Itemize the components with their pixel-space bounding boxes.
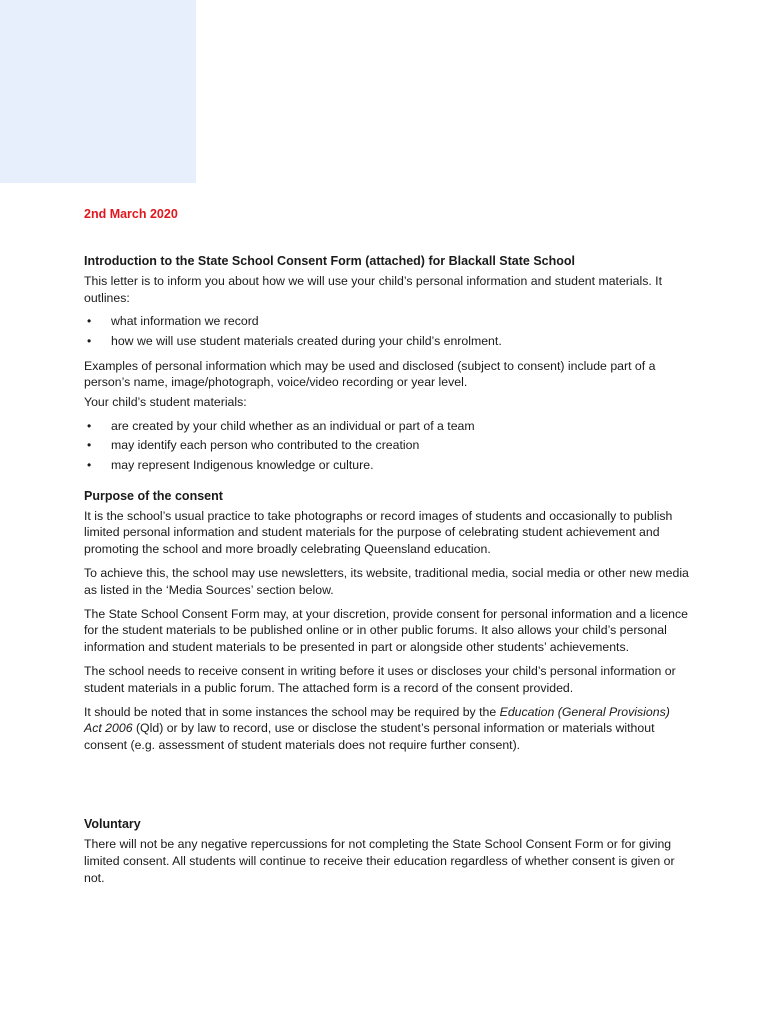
purpose-paragraph-1: It is the school’s usual practice to take photographs or record images of students and occasionally to publish limited personal information and student materials for the purpose of celebrating student achievement and promoting the school and more broadly celebrating Queensland education. <box>84 508 673 557</box>
intro-heading: Introduction to the State School Consent Form (attached) for Blackall State School <box>84 253 576 268</box>
intro-paragraph-3: Your child’s student materials: <box>84 395 247 410</box>
letter-date: 2nd March 2020 <box>84 207 178 221</box>
header-logo-placeholder <box>0 0 196 183</box>
purpose-section <box>84 488 690 754</box>
list-item: • what information we record <box>84 313 690 330</box>
para5-start: It should be noted that in some instances the school may be required by the <box>84 704 500 719</box>
list-item: • may represent Indigenous knowledge or culture. <box>84 457 690 474</box>
list-item: • how we will use student materials created during your child’s enrolment. <box>84 333 690 350</box>
letter-body <box>84 206 690 893</box>
purpose-paragraph-5 <box>84 704 690 754</box>
purpose-paragraph-3: The State School Consent Form may, at your discretion, provide consent for personal information and a licence for the student materials to be published online or in other public forums. It also allows your child’s personal information and student materials to be presented in part or alongside other students’ achievements. <box>84 606 688 655</box>
list-item: • are created by your child whether as an individual or part of a team <box>84 418 690 435</box>
purpose-paragraph-2: To achieve this, the school may use newsletters, its website, traditional media, social media or other new media as listed in the ‘Media Sources’ section below. <box>84 565 689 597</box>
intro-bullet-list <box>84 313 690 349</box>
voluntary-paragraph-1: There will not be any negative repercussions for not completing the State School Consent Form or for giving limited consent. All students will continue to receive their education regardless of whether consent is given or not. <box>84 836 675 885</box>
student-materials-list <box>84 418 690 474</box>
act-title: Education (General Provisions) Act 2006 <box>84 704 670 736</box>
intro-paragraph-1: This letter is to inform you about how we will use your child’s personal information and student materials. It outlines: <box>84 273 663 305</box>
voluntary-heading: Voluntary <box>84 816 141 831</box>
para5-end: (Qld) or by law to record, use or disclose the student’s personal information or materials without consent (e.g. assessment of student materials does not require further consent). <box>84 721 655 753</box>
purpose-heading: Purpose of the consent <box>84 488 223 503</box>
list-item: • may identify each person who contributed to the creation <box>84 437 690 454</box>
voluntary-section <box>84 816 690 886</box>
purpose-paragraph-4: The school needs to receive consent in writing before it uses or discloses your child’s personal information or student materials in a public forum. The attached form is a record of the consent provided. <box>84 663 676 695</box>
intro-paragraph-2: Examples of personal information which may be used and disclosed (subject to consent) include part of a person’s name, image/photograph, voice/video recording or year level. <box>84 358 656 390</box>
